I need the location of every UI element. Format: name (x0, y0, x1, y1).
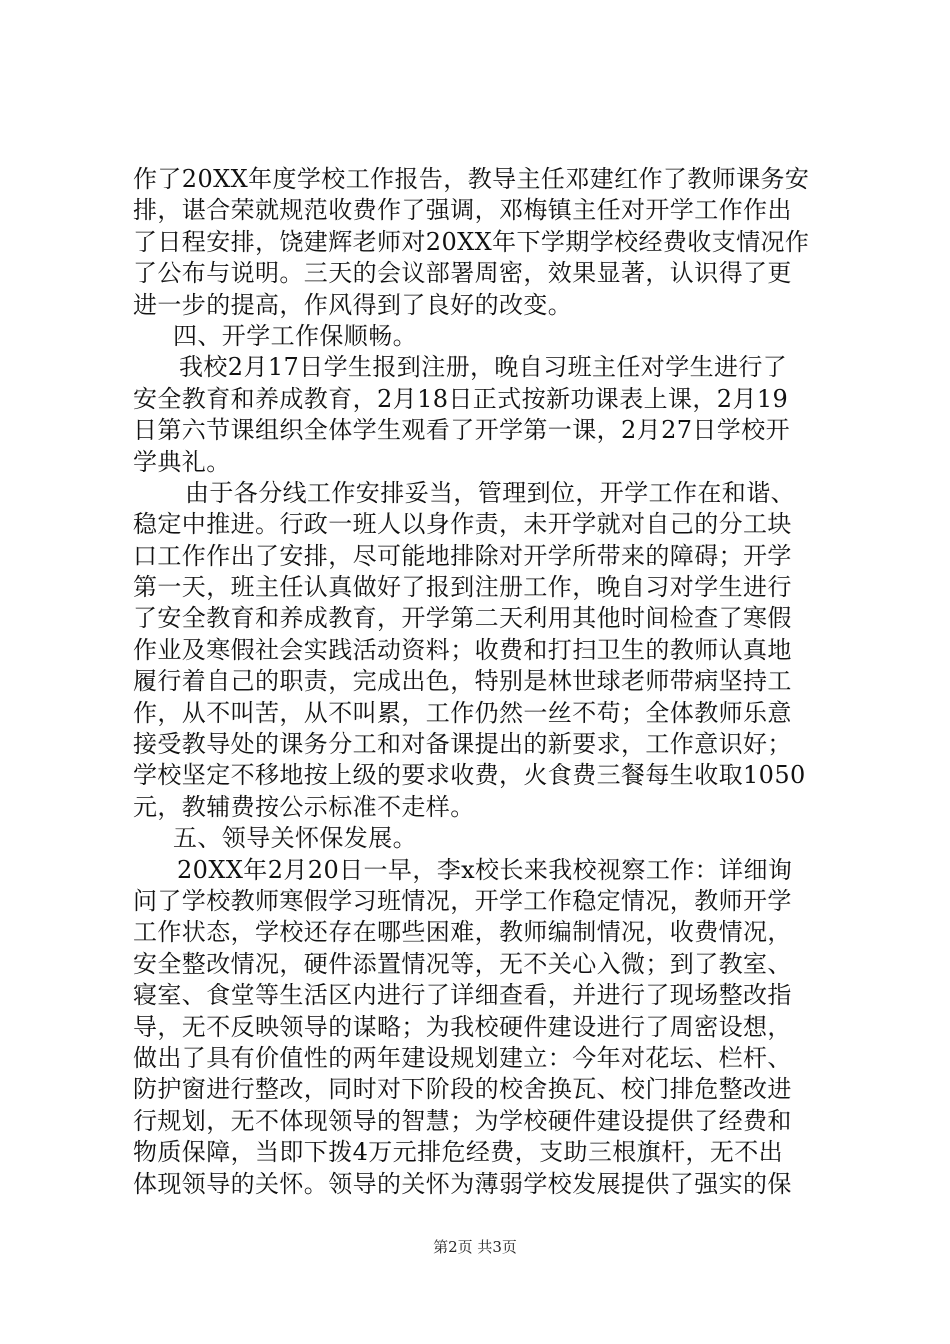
text-line: 日第六节课组织全体学生观看了开学第一课，2月27日学校开 (133, 416, 791, 445)
text-line: 工作状态，学校还存在哪些困难，教师编制情况，收费情况， (133, 918, 792, 947)
text-line: 体现领导的关怀。领导的关怀为薄弱学校发展提供了强实的保 (133, 1169, 792, 1198)
text-line: 口工作作出了安排，尽可能地排除对开学所带来的障碍；开学 (133, 541, 792, 570)
text-line: 第一天，班主任认真做好了报到注册工作，晚自习对学生进行 (133, 573, 792, 602)
text-line: 20XX年2月20日一早，李x校长来我校视察工作：详细询 (177, 855, 793, 884)
text-line: 稳定中推进。行政一班人以身作责，未开学就对自己的分工块 (133, 510, 792, 539)
text-line: 由于各分线工作安排妥当，管理到位，开学工作在和谐、 (185, 478, 795, 507)
text-line: 行规划，无不体现领导的智慧；为学校硬件建设提供了经费和 (133, 1106, 792, 1135)
section-heading: 五、领导关怀保发展。 (173, 824, 417, 853)
text-line: 安全整改情况，硬件添置情况等，无不关心入微；到了教室、 (133, 949, 792, 978)
text-line: 作，从不叫苦，从不叫累，工作仍然一丝不苟；全体教师乐意 (133, 698, 792, 727)
page-footer: 第2页 共3页 (433, 1238, 517, 1256)
text-line: 学校坚定不移地按上级的要求收费，火食费三餐每生收取1050 (133, 761, 806, 790)
text-line: 接受教导处的课务分工和对备课提出的新要求，工作意识好； (133, 730, 792, 759)
text-line: 做出了具有价值性的两年建设规划建立：今年对花坛、栏杆、 (133, 1043, 792, 1072)
text-line: 学典礼。 (133, 447, 231, 476)
text-line: 进一步的提高，作风得到了良好的改变。 (133, 290, 573, 319)
text-line: 问了学校教师寒假学习班情况，开学工作稳定情况，教师开学 (133, 886, 792, 915)
text-line: 导，无不反映领导的谋略；为我校硬件建设进行了周密设想， (133, 1012, 792, 1041)
text-line: 了日程安排，饶建辉老师对20XX年下学期学校经费收支情况作 (133, 227, 810, 256)
text-line: 我校2月17日学生报到注册，晚自习班主任对学生进行了 (179, 353, 788, 382)
text-line: 元，教辅费按公示标准不走样。 (133, 792, 475, 821)
section-heading: 四、开学工作保顺畅。 (173, 321, 417, 350)
text-line: 履行着自己的职责，完成出色，特别是林世球老师带病坚持工 (133, 667, 792, 696)
text-line: 作业及寒假社会实践活动资料；收费和打扫卫生的教师认真地 (133, 635, 792, 664)
text-line: 排，谌合荣就规范收费作了强调，邓梅镇主任对开学工作作出 (133, 196, 792, 225)
text-line: 物质保障，当即下拨4万元排危经费，支助三根旗杆，无不出 (133, 1138, 784, 1167)
text-line: 了公布与说明。三天的会议部署周密，效果显著，认识得了更 (133, 259, 792, 288)
text-line: 防护窗进行整改，同时对下阶段的校舍换瓦、校门排危整改进 (133, 1075, 792, 1104)
text-line: 了安全教育和养成教育，开学第二天利用其他时间检查了寒假 (133, 604, 792, 633)
text-line: 安全教育和养成教育，2月18日正式按新功课表上课，2月19 (133, 384, 789, 413)
document-body (133, 164, 833, 1200)
text-line: 作了20XX年度学校工作报告，教导主任邓建红作了教师课务安 (133, 165, 810, 193)
text-line: 寝室、食堂等生活区内进行了详细查看，并进行了现场整改指 (133, 981, 792, 1010)
